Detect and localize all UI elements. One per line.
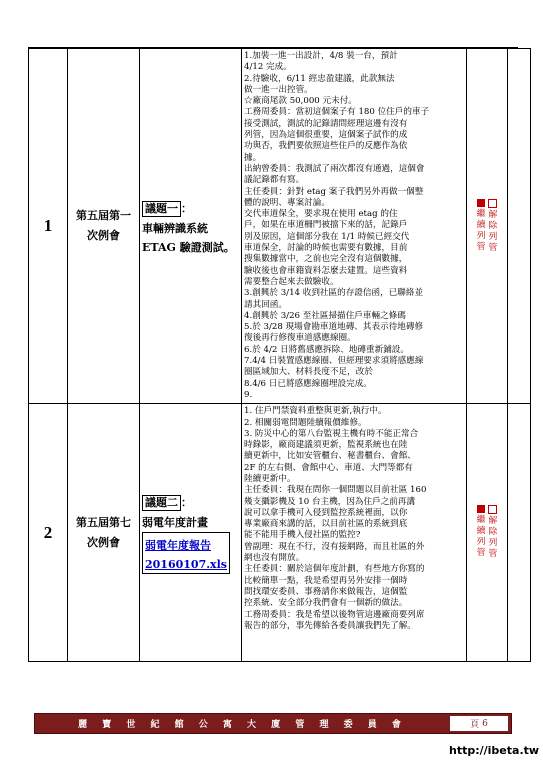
content-line: 3.創興於 3/14 收到社區的存證信函，已聯絡並 <box>244 288 424 299</box>
content-line: 驗收後也會車籍資料怎麼去建置。這些資料 <box>244 265 408 276</box>
topic-cell <box>140 49 242 404</box>
content-line: 主任委員：關於這個年度計劃，有些地方你寫的 <box>244 564 425 575</box>
footer-title: 麗 寶 世 紀 館 公 寓 大 廈 管 理 委 員 會 <box>78 720 407 730</box>
continue-tracking-option[interactable]: 繼 續 列 管 <box>477 505 486 560</box>
topic-tag: 議題二 <box>142 495 181 511</box>
row-number: 1 <box>43 216 53 236</box>
content-line: 時錄影，廠商建議須更新，監視系統也在陸 <box>244 440 408 451</box>
content-line: 別及原因，這個部分我在 1/1 時候已經交代 <box>244 231 410 242</box>
content-line: ☆廠商尾款 50,000 元未付。 <box>244 96 357 107</box>
topic-line: ETAG 驗證測試。 <box>142 241 235 255</box>
content-line: 出納曾委員：我測試了兩次都沒有通過，這個會 <box>244 163 425 174</box>
topic-tag-suffix: ： <box>181 202 192 216</box>
content-line: 控系統、安全部分我們會有一個新的做法。 <box>244 598 408 609</box>
meeting-cell <box>68 49 140 404</box>
page-number: 6 <box>482 718 488 729</box>
content-line: 7.4/4 日裝置感應線圈、但經理要求須將感應線 <box>244 356 424 367</box>
topic-tag-suffix: ： <box>181 496 192 510</box>
minutes-table <box>28 48 531 662</box>
content-cell <box>242 49 467 404</box>
unchecked-box-icon <box>488 505 497 514</box>
content-line: 曾副理：現在不行，沒有接網路，而且社區的外 <box>244 541 425 552</box>
content-line: 戶，如果在車道柵門被擋下來的話，記錄戶 <box>244 220 408 231</box>
attachment-link-line[interactable]: 弱電年度報告 <box>145 539 211 553</box>
content-line: 續更新中，比如安管櫃台、秘書櫃台、會館、 <box>244 451 416 462</box>
row-number-cell <box>29 404 68 662</box>
content-line: 工務周委員：我是希望以後物管這邊廠商要列席 <box>244 609 425 620</box>
table-row <box>29 49 531 404</box>
content-line: 能不能用手機入侵社區的監控? <box>244 530 361 541</box>
content-line: 復後再行修復車道感應線圈。 <box>244 333 356 344</box>
release-tracking-option[interactable]: 解 除 列 管 <box>488 505 497 560</box>
content-line: 3. 防災中心的第八台監視主機有時不能正常合 <box>244 428 419 439</box>
content-line: 間找環安委員、事務請你來做報告，這個監 <box>244 586 408 597</box>
content-line: 1. 住戶門禁資料重整與更新,執行中。 <box>244 406 387 417</box>
release-tracking-option[interactable]: 解 除 列 管 <box>488 199 497 254</box>
content-line: 交代車道保全，要求現在使用 etag 的住 <box>244 209 398 220</box>
unchecked-box-icon <box>488 199 497 208</box>
content-line: 6.於 4/2 日將舊感應拆除、地磚重新鋪設。 <box>244 344 409 355</box>
content-line: 說可以拿手機可入侵到監控系統裡面，以你 <box>244 507 408 518</box>
content-line: 主任委員：我現在問你一個問題以目前社區 160 <box>244 485 427 496</box>
meeting-line: 次例會 <box>87 229 120 243</box>
page-label: 頁 <box>470 720 480 730</box>
content-line: 2F 的左右側、會館中心、車道、大門等都有 <box>244 462 413 473</box>
footer-bar <box>34 713 512 734</box>
content-line: 幾支攝影機及 10 台主機，因為住戶之前再講 <box>244 496 416 507</box>
content-line: 據。 <box>244 152 262 163</box>
content-line: 2. 相關弱電問題陸續報價維修。 <box>244 417 367 428</box>
content-cell <box>242 404 467 662</box>
status-cell <box>467 404 508 662</box>
topic-tag: 議題一 <box>142 201 181 217</box>
content-line: 專業廠商來講的話，以目前社區的系統到底 <box>244 519 408 530</box>
content-line: 列管，因為這個很重要，這個案子試作的成 <box>244 130 408 141</box>
topic-line: 車輛辨識系統 <box>142 222 208 236</box>
content-line: 接受測試，測試的記錄請問經理這邊有沒有 <box>244 118 408 129</box>
row-number-cell <box>29 49 68 404</box>
content-line: 陸續更新中。 <box>244 473 296 484</box>
content-line: 4.創興於 3/26 至社區掃描住戶車輛之條碼 <box>244 310 406 321</box>
content-line: 工務周委員：當初這個案子有 180 位住戶的車子 <box>244 107 430 118</box>
content-line: 9. <box>244 389 253 400</box>
content-line: 比較簡單一點，我是希望再另外安排一個時 <box>244 575 408 586</box>
content-line: 車道保全，討論的時候也需要有數據，目前 <box>244 243 408 254</box>
content-line: 圈區域加大、材料長度不足，改於 <box>244 367 373 378</box>
content-line: 體的說明、專案討論。 <box>244 197 330 208</box>
attachment-link-line[interactable]: 20160107.xls <box>145 558 227 572</box>
content-line: 需要整合起來去做驗收。 <box>244 276 339 287</box>
table-row <box>29 404 531 662</box>
content-line: 做一進一出控管。 <box>244 84 313 95</box>
status-cell <box>467 49 508 404</box>
content-line: 議記錄都有寫。 <box>244 175 305 186</box>
meeting-line: 第五屆第一 <box>76 209 131 223</box>
content-line: 報告的部分，事先傳給各委員讓我們先了解。 <box>244 620 416 631</box>
topic-cell <box>140 404 242 662</box>
meeting-cell <box>68 404 140 662</box>
row-number: 2 <box>43 522 53 542</box>
content-line: 網也沒有開放。 <box>244 553 305 564</box>
watermark: http://ibeta.tw <box>449 744 540 757</box>
content-line: 4/12 完成。 <box>244 62 292 73</box>
meeting-line: 次例會 <box>87 535 120 549</box>
content-line: 搜集數據當中，之前也完全沒有這個數據， <box>244 254 408 265</box>
content-line: 8.4/6 日已將感應線圈埋設完成。 <box>244 378 372 389</box>
spacer-cell <box>508 404 531 662</box>
content-line: 主任委員：針對 etag 案子我們另外再做一個整 <box>244 186 424 197</box>
content-line: 1.加裝一進一出設計，4/8 裝一台，預計 <box>244 51 398 61</box>
content-line: 2.待驗收，6/11 經忠盈建議，此款無法 <box>244 73 395 84</box>
meeting-line: 第五屆第七 <box>76 515 131 529</box>
spacer-cell <box>508 49 531 404</box>
attachment-link[interactable] <box>142 532 230 574</box>
checked-box-icon <box>477 199 485 207</box>
checked-box-icon <box>477 505 485 513</box>
content-line: 請其回函。 <box>244 299 287 310</box>
topic-line: 弱電年度計畫 <box>142 516 208 530</box>
continue-tracking-option[interactable]: 繼 續 列 管 <box>477 199 486 254</box>
content-line: 5.於 3/28 現場會勘車道地磚、其表示待地磚修 <box>244 322 424 333</box>
page-indicator <box>450 716 508 731</box>
content-line: 功與否，我們要依照這些住戶的反應作為依 <box>244 141 408 152</box>
